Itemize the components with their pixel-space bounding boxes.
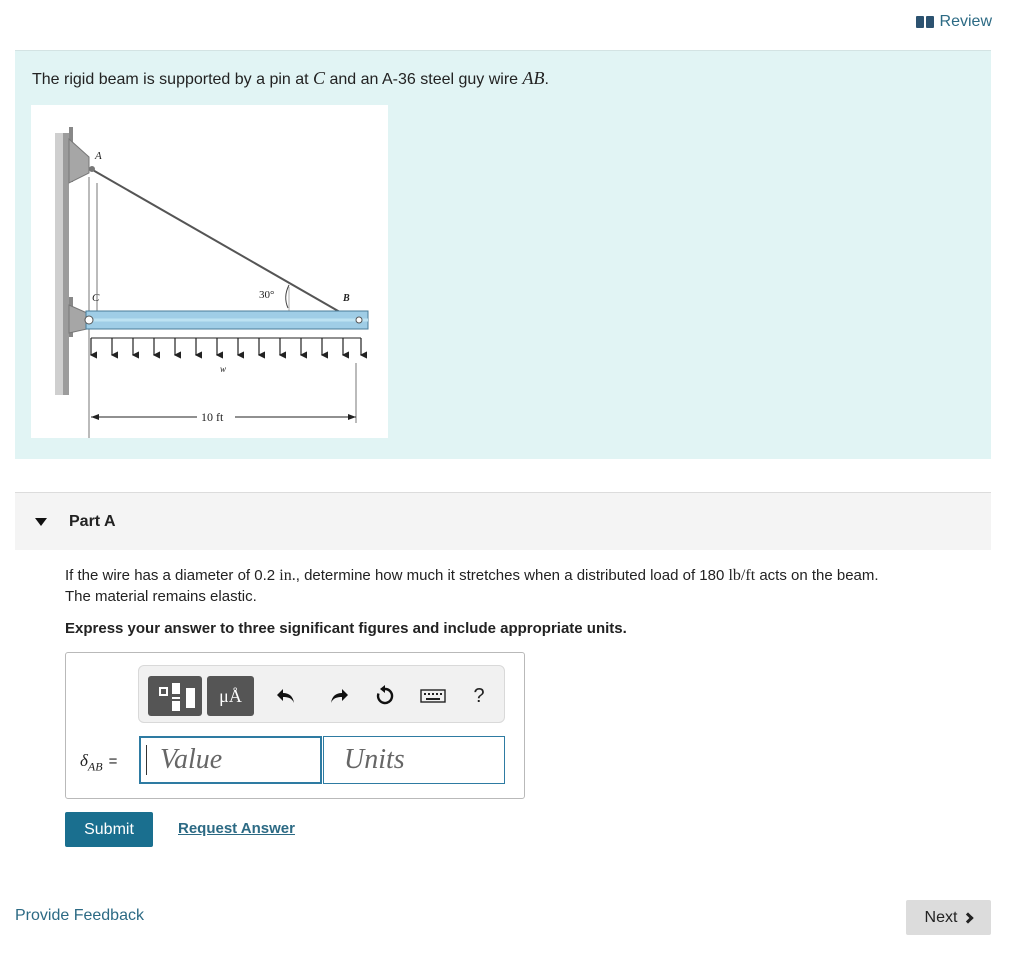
problem-text-part: The rigid beam is supported by a pin at (32, 71, 314, 88)
caret-down-icon (35, 518, 47, 526)
question-part: If the wire has a diameter of 0.2 (65, 567, 280, 584)
reset-icon (374, 685, 396, 707)
problem-text-part: and an A-36 steel guy wire (325, 71, 523, 88)
load-unit: lb/ft (728, 567, 756, 584)
next-label: Next (924, 908, 958, 926)
request-answer-link[interactable]: Request Answer (178, 820, 295, 837)
question-part: acts on the beam. (755, 567, 879, 584)
problem-statement (15, 50, 991, 459)
pin-symbol: C (313, 68, 326, 88)
beam-diagram (31, 105, 388, 438)
guy-wire (91, 169, 359, 323)
label-c: C (92, 292, 100, 304)
part-a-header[interactable] (15, 492, 991, 550)
problem-text-part: . (544, 71, 549, 88)
reset-button[interactable] (371, 682, 399, 710)
part-title: Part A (69, 512, 116, 530)
label-b: B (343, 293, 350, 304)
instruction-text: Express your answer to three significant figures and include appropriate units. (65, 620, 627, 637)
beam-figure (31, 105, 388, 438)
template-icon (159, 687, 168, 696)
angle-label: 30° (259, 289, 275, 301)
span-label: 10 ft (201, 410, 224, 424)
label-a: A (95, 150, 102, 162)
question-part: , determine how much it stretches when a distributed load of 180 (295, 567, 729, 584)
answer-label (80, 751, 117, 774)
undo-icon (275, 686, 297, 706)
keyboard-button[interactable] (417, 682, 449, 710)
chevron-right-icon (963, 912, 974, 923)
keyboard-icon (420, 688, 446, 704)
provide-feedback-link[interactable]: Provide Feedback (15, 907, 144, 924)
redo-icon (328, 686, 350, 706)
equals-sign: = (108, 753, 118, 770)
submit-button[interactable]: Submit (65, 812, 153, 847)
question-part: The material remains elastic. (65, 588, 257, 605)
next-button[interactable] (906, 900, 991, 935)
book-icon (916, 16, 934, 28)
text-cursor (146, 745, 147, 775)
wire-symbol: AB (522, 68, 545, 88)
redo-button[interactable] (325, 682, 353, 710)
pin-c (85, 316, 93, 324)
delta-symbol: δ (80, 751, 88, 770)
delta-subscript: AB (87, 759, 103, 774)
units-input[interactable] (323, 736, 505, 784)
problem-text (32, 68, 549, 89)
load-label: w (220, 364, 227, 374)
templates-button[interactable] (148, 676, 202, 716)
diameter-unit: in. (279, 567, 296, 584)
help-button[interactable]: ? (473, 684, 485, 707)
review-label: Review (939, 13, 992, 30)
question-text (65, 565, 975, 607)
pin-a (89, 166, 95, 172)
math-toolbar (138, 665, 505, 723)
review-link[interactable] (916, 13, 992, 31)
value-input[interactable] (139, 736, 322, 784)
answer-box (65, 652, 525, 799)
units-button[interactable]: μÅ (207, 676, 254, 716)
undo-button[interactable] (272, 682, 300, 710)
